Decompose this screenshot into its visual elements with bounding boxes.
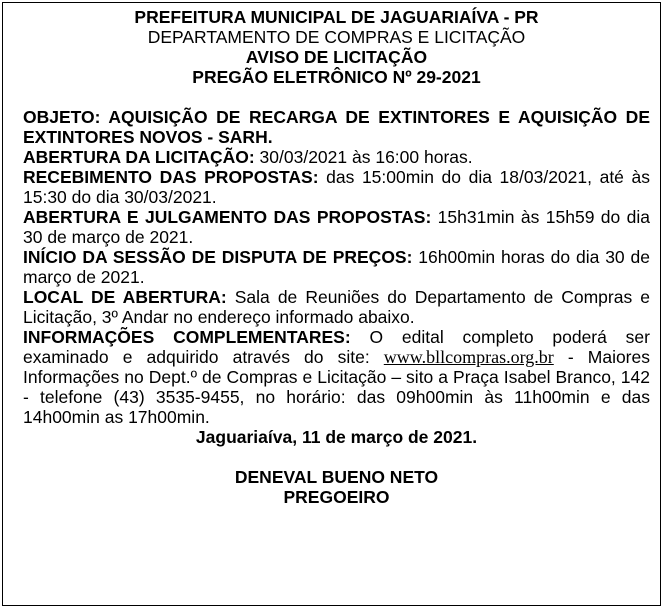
date-line: Jaguariaíva, 11 de março de 2021. — [195, 427, 478, 447]
informacoes-text-before: O edital completo poderá ser examinado e adquirido através do site: — [23, 327, 650, 367]
website-link[interactable]: www.bllcompras.org.br — [383, 347, 554, 367]
notice-title: AVISO DE LICITAÇÃO — [245, 47, 428, 67]
municipality-title: PREFEITURA MUNICIPAL DE JAGUARIAÍVA - PR — [134, 7, 539, 27]
local-label: LOCAL DE ABERTURA: — [23, 287, 227, 307]
informacoes-text-after: - Maiores Informações no Dept.º de Compras e Licitação – sito a Praça Isabel Branco, 142 - telefone (43) 3535-9455, no horário: das 09h00min às 11h00min e das 14h00min as 17h00min. — [23, 347, 650, 427]
abertura-label: ABERTURA DA LICITAÇÃO: — [23, 147, 255, 167]
notice-header — [23, 7, 650, 87]
local-text: Sala de Reuniões do Departamento de Compras e Licitação, 3º Andar no endereço informado abaixo. — [23, 287, 650, 327]
auction-number: PREGÃO ELETRÔNICO Nº 29-2021 — [192, 67, 481, 87]
licitation-notice — [2, 2, 661, 606]
recebimento-paragraph — [23, 167, 650, 207]
objeto-paragraph: OBJETO: AQUISIÇÃO DE RECARGA DE EXTINTORES E AQUISIÇÃO DE EXTINTORES NOVOS - SARH. — [23, 107, 650, 147]
disputa-paragraph — [23, 247, 650, 287]
informacoes-label: INFORMAÇÕES COMPLEMENTARES: — [23, 327, 351, 347]
julgamento-label: ABERTURA E JULGAMENTO DAS PROPOSTAS: — [23, 207, 432, 227]
recebimento-text: das 15:00min do dia 18/03/2021, até às 15:30 do dia 30/03/2021. — [23, 167, 650, 207]
abertura-text: 30/03/2021 às 16:00 horas. — [254, 147, 473, 167]
disputa-label: INÍCIO DA SESSÃO DE DISPUTA DE PREÇOS: — [23, 247, 413, 267]
local-paragraph — [23, 287, 650, 327]
recebimento-label: RECEBIMENTO DAS PROPOSTAS: — [23, 167, 319, 187]
abertura-paragraph — [23, 147, 650, 167]
informacoes-paragraph — [23, 327, 650, 427]
department-title: DEPARTAMENTO DE COMPRAS E LICITAÇÃO — [147, 27, 526, 47]
disputa-text: 16h00min horas do dia 30 de março de 2021. — [23, 247, 650, 287]
signatory-name: DENEVAL BUENO NETO — [234, 467, 439, 487]
julgamento-text: 15h31min às 15h59 do dia 30 de março de 2021. — [23, 207, 651, 247]
signatory-role: PREGOEIRO — [283, 487, 390, 507]
julgamento-paragraph — [23, 207, 650, 247]
